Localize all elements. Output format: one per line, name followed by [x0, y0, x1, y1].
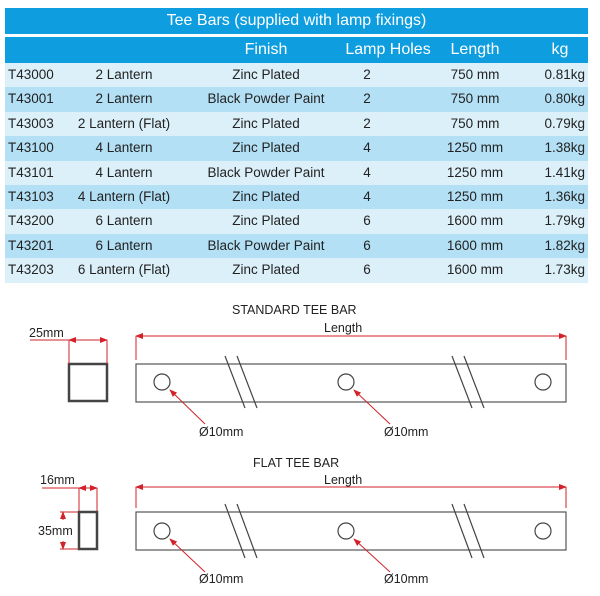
cell-length: 1250 mm [446, 188, 504, 204]
cell-weight: 0.80kg [544, 91, 585, 107]
table-title: Tee Bars (supplied with lamp fixings) [5, 8, 588, 34]
cell-lamp-holes: 4 [363, 140, 371, 156]
cell-finish: Zinc Plated [232, 67, 300, 82]
standard-hole-label-1: Ø10mm [199, 425, 244, 439]
cell-description: 6 Lantern [95, 213, 153, 229]
cell-description: 2 Lantern [95, 67, 153, 82]
header-lamp-holes: Lamp Holes [345, 41, 431, 58]
cell-length: 1250 mm [446, 140, 504, 156]
cell-weight: 1.82kg [544, 237, 585, 253]
cell-part-code: T43200 [8, 213, 54, 229]
standard-title: STANDARD TEE BAR [232, 303, 357, 317]
cell-description: 4 Lantern [95, 140, 153, 156]
cell-lamp-holes: 2 [363, 115, 371, 131]
cell-description: 4 Lantern [95, 164, 153, 180]
cell-lamp-holes: 6 [363, 237, 371, 253]
cell-weight: 1.36kg [544, 188, 585, 204]
cell-part-code: T43001 [8, 91, 54, 107]
standard-tee-bar-diagram [30, 336, 566, 424]
cell-weight: 1.73kg [544, 262, 585, 278]
cell-part-code: T43000 [8, 67, 54, 82]
cell-finish: Zinc Plated [232, 115, 300, 131]
cell-part-code: T43203 [8, 262, 54, 278]
cell-lamp-holes: 2 [363, 67, 371, 82]
cell-lamp-holes: 4 [363, 188, 371, 204]
cell-weight: 0.81kg [544, 67, 585, 82]
cell-length: 1600 mm [446, 237, 504, 253]
cell-lamp-holes: 6 [363, 262, 371, 278]
cell-length: 750 mm [450, 115, 500, 131]
header-kg: kg [551, 41, 569, 58]
flat-title: FLAT TEE BAR [253, 456, 340, 470]
flat-length-label: Length [324, 473, 363, 487]
cell-lamp-holes: 2 [363, 91, 371, 107]
flat-height-label: 35mm [38, 524, 73, 538]
flat-width-label: 16mm [40, 473, 75, 487]
standard-hole-label-2: Ø10mm [384, 425, 429, 439]
header-finish: Finish [244, 41, 288, 58]
cell-part-code: T43100 [8, 140, 54, 156]
cell-weight: 1.41kg [544, 164, 585, 180]
cell-description: 6 Lantern [95, 237, 153, 253]
cell-length: 1250 mm [446, 164, 504, 180]
cell-finish: Zinc Plated [232, 188, 300, 204]
cell-weight: 1.79kg [544, 213, 585, 229]
cell-length: 750 mm [450, 67, 500, 82]
flat-hole-label-1: Ø10mm [199, 572, 244, 586]
cell-finish: Black Powder Paint [207, 164, 325, 180]
cell-weight: 1.38kg [544, 140, 585, 156]
cell-finish: Zinc Plated [232, 262, 300, 278]
cell-description: 6 Lantern (Flat) [77, 262, 171, 278]
standard-length-label: Length [324, 321, 363, 335]
header-length: Length [450, 41, 500, 58]
cell-finish: Black Powder Paint [207, 91, 325, 107]
cell-length: 750 mm [450, 91, 500, 107]
cell-part-code: T43101 [8, 164, 54, 180]
standard-width-label: 25mm [29, 326, 64, 340]
cell-length: 1600 mm [446, 262, 504, 278]
cell-part-code: T43103 [8, 188, 54, 204]
cell-description: 2 Lantern (Flat) [77, 115, 171, 131]
cell-description: 4 Lantern (Flat) [77, 188, 171, 204]
cell-finish: Zinc Plated [232, 140, 300, 156]
square-profile [69, 364, 107, 401]
flat-profile [79, 512, 97, 549]
cell-finish: Black Powder Paint [207, 237, 325, 253]
flat-hole-label-2: Ø10mm [384, 572, 429, 586]
cell-finish: Zinc Plated [232, 213, 300, 229]
cell-part-code: T43201 [8, 237, 54, 253]
cell-weight: 0.79kg [544, 115, 585, 131]
cell-part-code: T43003 [8, 115, 54, 131]
cell-lamp-holes: 4 [363, 164, 371, 180]
cell-description: 2 Lantern [95, 91, 153, 107]
cell-lamp-holes: 6 [363, 213, 371, 229]
flat-tee-bar-diagram [42, 487, 566, 572]
cell-length: 1600 mm [446, 213, 504, 229]
